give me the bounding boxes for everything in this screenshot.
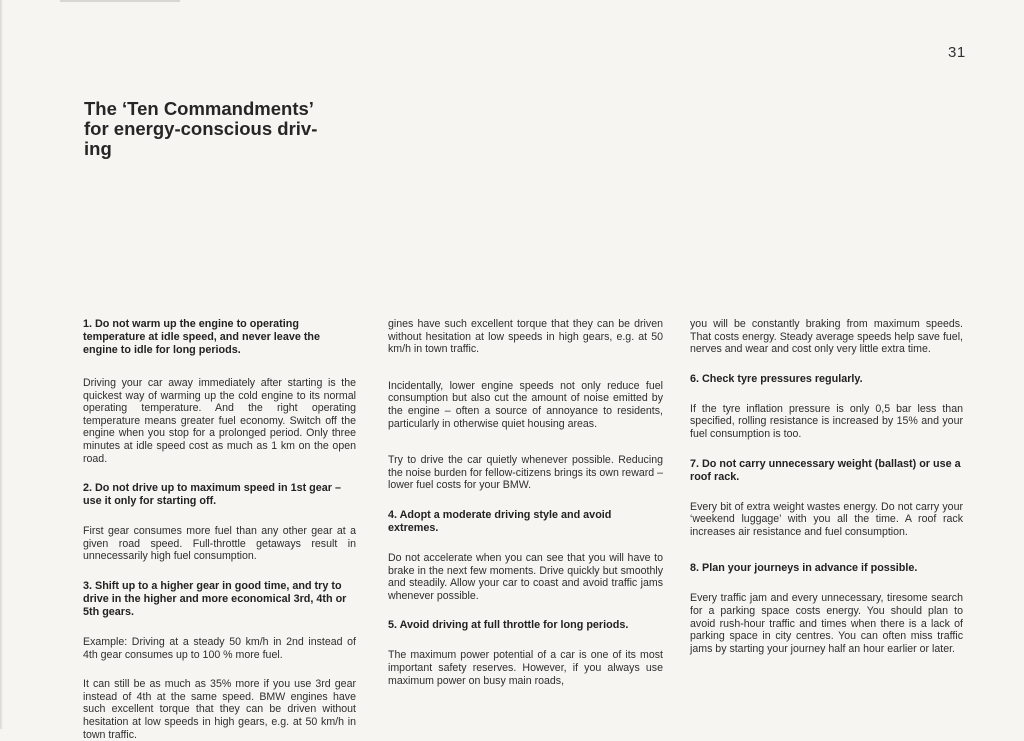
rule-3-text-c: Try to drive the car quietly whenever possible. Reducing the noise burden for fellow-citizens brings its own reward – lower fuel costs for your BMW. — [388, 454, 663, 492]
rule-8-text: Every traffic jam and every unnecessary, tiresome search for a parking space costs energy. You should plan to avoid rush-hour traffic and times when there is a lack of parking space in city centres. You can often miss traffic jams by starting your journey half an hour earlier or later. — [690, 592, 963, 655]
rule-3-example: Example: Driving at a steady 50 km/h in 2nd instead of 4th gear consumes up to 100 % more fuel. — [83, 635, 356, 661]
page-title — [84, 99, 344, 159]
rule-3-text-continued: gines have such excellent torque that they can be driven without hesitation at low speeds in high gears, e.g. at 50 km/h in town traffic. — [388, 318, 663, 356]
rule-8-heading: 8. Plan your journeys in advance if possible. — [690, 562, 918, 575]
rule-5-text: The maximum power potential of a car is one of its most important safety reserves. However, if you always use maximum power on busy main roads, — [388, 649, 663, 687]
column-2 — [388, 318, 663, 687]
rule-1-heading: 1. Do not warm up the engine to operating temperature at idle speed, and never leave the engine to idle for long periods. — [83, 318, 321, 356]
rule-3-heading: 3. Shift up to a higher gear in good time, and try to drive in the higher and more economical 3rd, 4th or 5th gears. — [83, 579, 347, 618]
rule-2-text: First gear consumes more fuel than any other gear at a given road speed. Full-throttle getaways result in unnecessarily high fuel consumption. — [83, 525, 356, 563]
rule-6-text: If the tyre inflation pressure is only 0,5 bar less than specified, rolling resistance is increased by 15% and your fuel consumption is too. — [690, 402, 963, 440]
page-number: 31 — [948, 44, 966, 61]
rule-3-text-b: Incidentally, lower engine speeds not only reduce fuel consumption but also cut the amount of noise emitted by the engine – often a source of annoyance to residents, particularly in otherwise quiet housing areas. — [388, 379, 663, 430]
rule-5-heading: 5. Avoid driving at full throttle for long periods. — [388, 619, 629, 632]
scan-mark — [60, 0, 180, 2]
rule-2-heading: 2. Do not drive up to maximum speed in 1st gear – use it only for starting off. — [83, 482, 341, 508]
rule-4-heading: 4. Adopt a moderate driving style and avoid extremes. — [388, 508, 612, 534]
rule-7-text: Every bit of extra weight wastes energy. Do not carry your ‘weekend luggage’ with you all the time. A roof rack increases air resistance and fuel consumption. — [690, 500, 963, 538]
rule-4-text: Do not accelerate when you can see that you will have to brake in the next few moments. Drive quickly but smoothly and steadily. Allow your car to coast and avoid traffic jams whenever possible. — [388, 551, 663, 602]
scan-edge — [0, 0, 3, 729]
rule-5-text-continued: you will be constantly braking from maximum speeds. That costs energy. Steady average speeds help save fuel, nerves and wear and cost only very little extra time. — [690, 318, 963, 356]
column-3 — [690, 318, 963, 655]
rule-6-heading: 6. Check tyre pressures regularly. — [690, 372, 863, 385]
rule-7-heading: 7. Do not carry unnecessary weight (ballast) or use a roof rack. — [690, 457, 961, 483]
title-line-3: ing — [84, 138, 112, 159]
rule-3-text-a: It can still be as much as 35% more if you use 3rd gear instead of 4th at the same speed. BMW engines have such excellent torque that they can be driven without hesitation at low speeds in high gears, e.g. at 50 km/h in town traffic. — [83, 678, 356, 741]
column-1 — [83, 318, 356, 741]
rule-1-text: Driving your car away immediately after starting is the quickest way of warming up the cold engine to its normal operating temperature. And the right operating temperature means greater fuel economy. Switch off the engine when you stop for a prolonged period. Only three minutes at idle speed cost as much as 1 km on the open road. — [83, 377, 356, 465]
title-line-2: for energy-conscious driv- — [84, 118, 318, 139]
title-line-1: The ‘Ten Commandments’ — [84, 98, 314, 119]
